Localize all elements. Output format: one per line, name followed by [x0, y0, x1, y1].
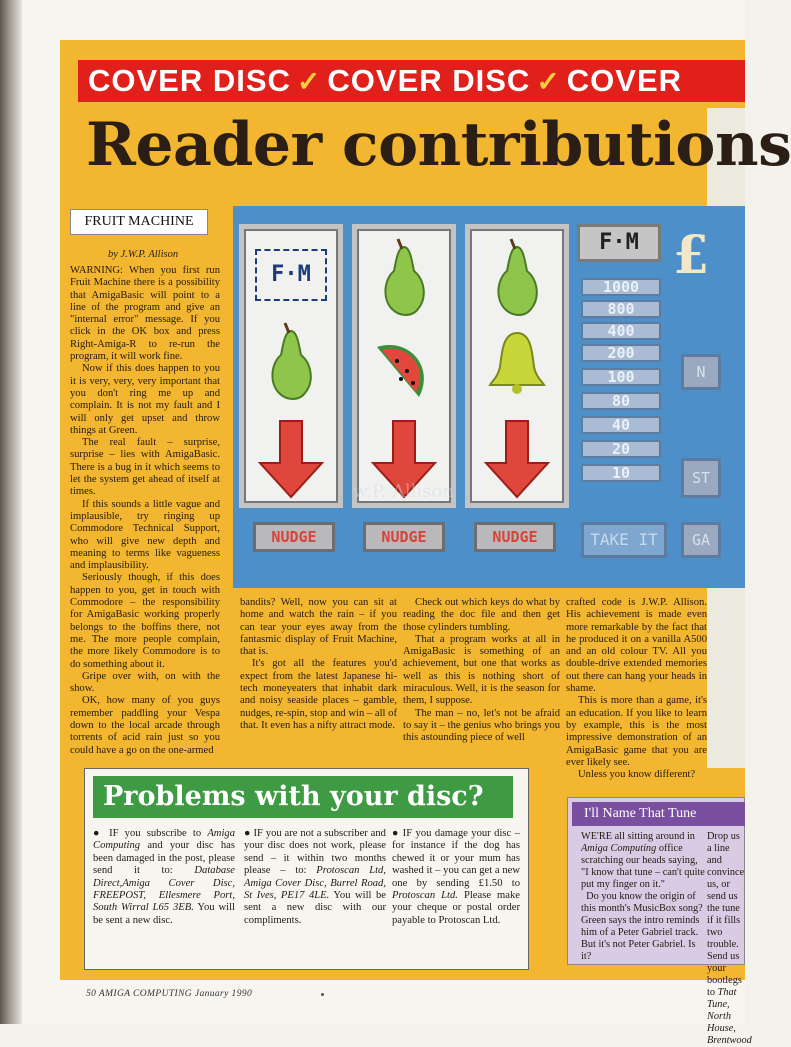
paragraph: Now if this does happen to you it is very, very, very important that you don't ring me up and complain. It is not my fault and I will only get upset and throw things at Green.	[70, 363, 220, 436]
banner-text-1: COVER DISC	[88, 63, 291, 98]
bell-icon	[470, 327, 564, 397]
pound-symbol: £	[673, 225, 710, 286]
take-it-button: TAKE IT	[581, 522, 667, 558]
problems-column-2: ● IF you are not a subscriber and your disc does not work, please send – it within two months please – to: Protoscan Ltd, Amiga Cover Disc, Burrel Road, St Ives, PE17 4LE. You will be sent a new disc with our compliments.	[244, 828, 386, 926]
bullet-icon: ●	[244, 828, 254, 839]
side-button-gamble: GA	[681, 522, 721, 558]
paytable-value: 800	[581, 300, 661, 318]
pear-icon	[470, 237, 564, 317]
paytable-value: 10	[581, 464, 661, 482]
down-arrow-icon	[244, 419, 338, 499]
side-button-nudge: N	[681, 354, 721, 390]
paytable-value: 1000	[581, 278, 661, 296]
tick-icon: ✓	[296, 66, 322, 97]
magazine-spine-shadow	[0, 0, 22, 1024]
bullet-icon: ●	[93, 828, 110, 839]
paragraph: bandits? Well, now you can sit at home and watch the rain – if you can tear your eyes away from the fantasmic display of Fruit Machine, that is.	[240, 597, 397, 658]
paragraph: crafted code is J.W.P. Allison. His achievement is made even more remarkable by the fact that he produced it on a vanilla A500 and an old colour TV. All you double-drive extended memories out there can hang your heads in shame.	[566, 597, 707, 695]
paragraph: The real fault – surprise, surprise – lies with AmigaBasic. There is a bug in it which seems to let the system get ahead of itself at times.	[70, 437, 220, 498]
nudge-button-3: NUDGE	[474, 522, 556, 552]
paragraph: OK, how many of you guys remember paddling your Vespa down to the local arcade through torrents of acid rain just so you could have a go on the one-armed	[70, 695, 220, 756]
tick-icon: ✓	[536, 66, 561, 97]
article-byline: by J.W.P. Allison	[108, 249, 179, 260]
nudge-button-1: NUDGE	[253, 522, 335, 552]
tune-column-1: WE'RE all sitting around in Amiga Computing office scratching our heads saying, "I know that tune – can't quite put my finger on it." Do you know the origin of this month's MusicBox song? Green says the intro reminds him of a Peter Gabriel track. But it's not Peter Gabriel. Is it?	[581, 831, 705, 962]
article-label: FRUIT MACHINE	[70, 209, 208, 235]
paragraph: WARNING: When you first run Fruit Machine there is a possibility that AmigaBasic will point to a line of the program and give an "internal error" message. If you click in the OK box and press Right-Amiga-R to re-run the program, it will work fine.	[70, 265, 220, 363]
down-arrow-icon	[470, 419, 564, 499]
article-column-1	[70, 265, 220, 757]
tune-column-2: Drop us a line and convince us, or send us the tune if it fills two trouble. Send us your bootlegs to That Tune, North House, Brentwood	[707, 831, 752, 1046]
article-column-4	[566, 597, 707, 781]
paragraph: Unless you know different?	[578, 769, 696, 781]
page-footer: 50 AMIGA COMPUTING January 1990	[86, 989, 253, 999]
problems-heading: Problems with your disc?	[93, 776, 513, 818]
paragraph: It's got all the features you'd expect from the latest Japanese hi-tech moneyeaters that inhabit dark and noisy seaside places – gamble, nudges, re-spin, stop and win – all of that. It even has a nifty attract mode.	[240, 658, 397, 731]
paragraph: That a program works at all in AmigaBasic is something of an achievement, but one that works as well as this is nothing short of miraculous. Well, it is the season for them, I suppose.	[403, 633, 560, 707]
paragraph: This is more than a game, it's an education. If you like to learn by example, this is the most impressive demonstration of an AmigaBasic game that you are ever likely see.	[566, 695, 707, 768]
paragraph: Check out which keys do what by reading the doc file and then get those cylinders tumbling.	[403, 597, 560, 633]
paragraph: The man – no, let's not be afraid to say it – the genius who brings you this astounding piece of well	[403, 707, 560, 744]
watermelon-icon	[357, 327, 451, 403]
problems-column-1: ● IF you subscribe to Amiga Computing and your disc has been damaged in the post, please send it to: Database Direct,Amiga Cover Disc, FREEPOST, Ellesmere Port, South Wirral L65 3EB. You will be sent a new disc.	[93, 828, 235, 926]
fruit-machine-screenshot	[233, 206, 745, 588]
reel-3	[465, 224, 569, 508]
article-column-3	[403, 597, 560, 745]
banner-text-3: COVER	[566, 63, 683, 98]
reel-2	[352, 224, 456, 508]
paytable-value: 100	[581, 368, 661, 386]
bullet-icon: ●	[392, 828, 403, 839]
cover-disc-banner	[78, 60, 745, 102]
fm-logo-symbol: F·M	[244, 249, 338, 301]
side-button-stop: ST	[681, 458, 721, 498]
banner-text-2: COVER DISC	[327, 63, 531, 98]
pear-icon	[244, 321, 338, 401]
paytable-value: 40	[581, 416, 661, 434]
screenshot-watermark: w.P. Allison	[353, 481, 454, 502]
page-headline: Reader contributions	[86, 110, 791, 180]
article-column-2	[240, 597, 397, 732]
paragraph: Seriously though, if this does happen to you, get in touch with Commodore – the responsibility for AmigaBasic working properly belongs to the boffins there, not me. The more people complain, the more likely Commodore is to do something about it.	[70, 572, 220, 670]
paragraph: If this sounds a little vague and implausible, try ringing up Commodore Technical Support, who will give new depth and meaning to terms like vagueness and implausibility.	[70, 498, 220, 572]
decorative-dot	[321, 993, 324, 996]
paytable-value: 20	[581, 440, 661, 458]
nudge-button-2: NUDGE	[363, 522, 445, 552]
paytable-value: 200	[581, 344, 661, 362]
problems-column-3: ● IF you damage your disc – for instance if the dog has chewed it or your mum has washed it – you can get a new one by sending £1.50 to Protoscan Ltd. Please make your cheque or postal order payable to Protoscan Ltd.	[392, 828, 520, 926]
paytable-value: 80	[581, 392, 661, 410]
paytable-value: 400	[581, 322, 661, 340]
paragraph: Gripe over with, on with the show.	[70, 670, 220, 695]
fm-logo-box: F·M	[577, 224, 661, 262]
pear-icon	[357, 237, 451, 317]
tune-heading: I'll Name That Tune	[572, 802, 745, 826]
reel-1	[239, 224, 343, 508]
